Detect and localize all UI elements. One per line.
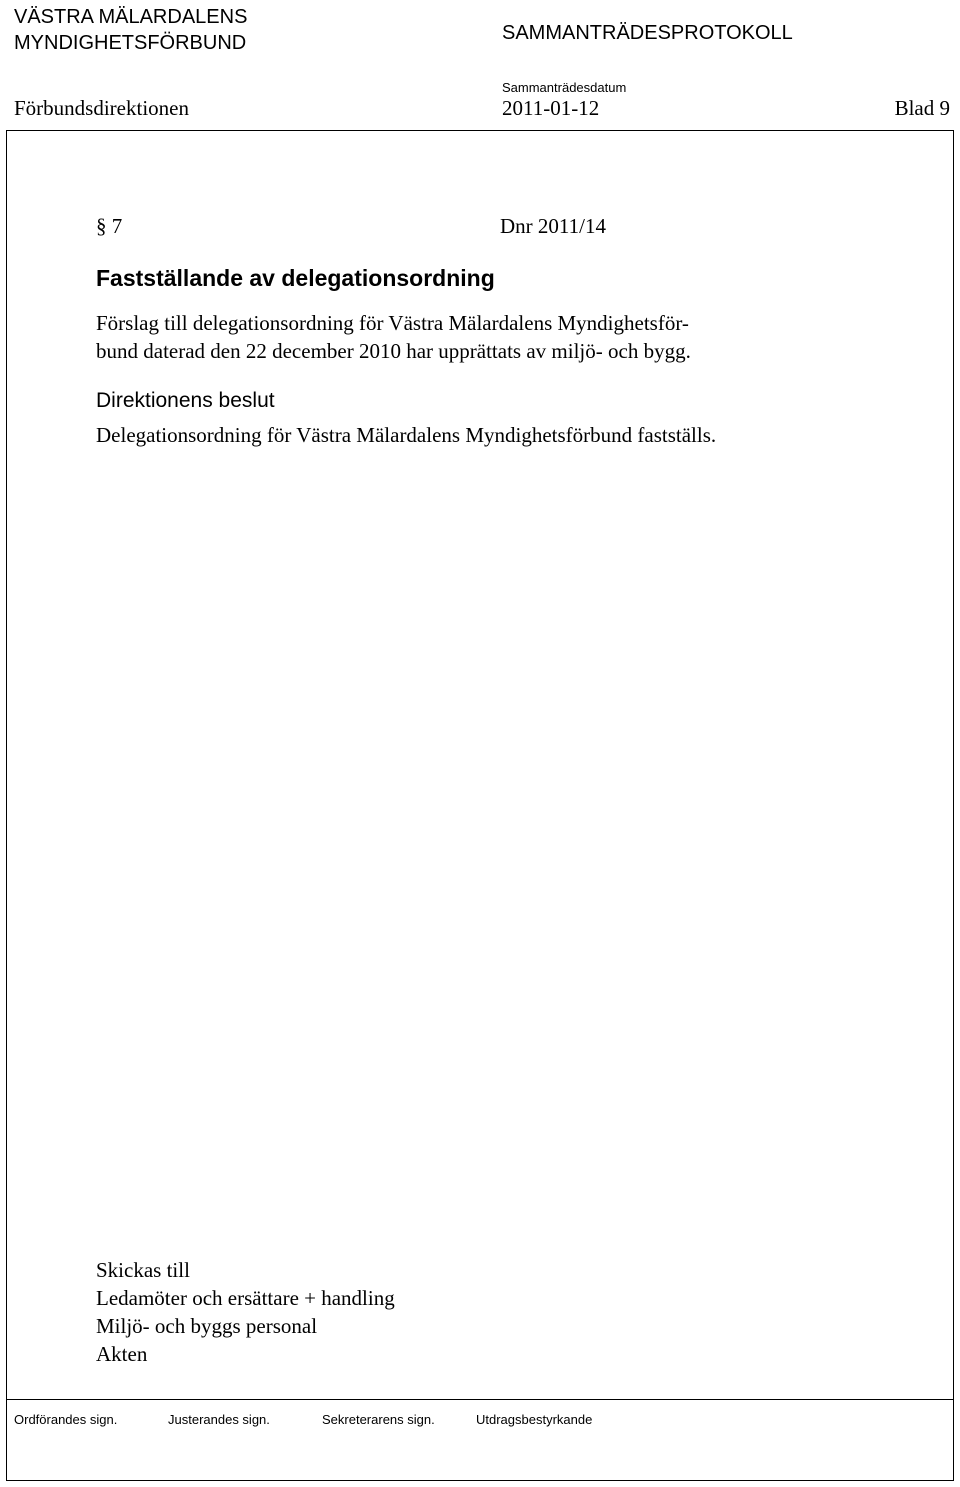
meeting-date: 2011-01-12 xyxy=(502,96,600,120)
distribution-item: Ledamöter och ersättare + handling xyxy=(96,1286,395,1310)
signature-certification: Utdragsbestyrkande xyxy=(476,1412,593,1427)
decision-text: Delegationsordning för Västra Mälardalens Myndighetsförbund fastställs. xyxy=(96,423,717,447)
section-number: § 7 xyxy=(96,214,123,238)
section-body xyxy=(96,309,691,365)
organization-name xyxy=(14,4,247,56)
section-body-line1: Förslag till delegationsordning för Västra Mälardalens Myndighetsför- xyxy=(96,311,689,335)
organization-name-line1: VÄSTRA MÄLARDALENS xyxy=(14,6,248,28)
decision-heading: Direktionens beslut xyxy=(96,389,275,412)
distribution-item: Miljö- och byggs personal xyxy=(96,1314,318,1338)
distribution-heading: Skickas till xyxy=(96,1258,190,1282)
signature-chair: Ordförandes sign. xyxy=(14,1412,118,1427)
section-body-line2: bund daterad den 22 december 2010 har upprättats av miljö- och bygg. xyxy=(96,339,691,363)
board-name: Förbundsdirektionen xyxy=(14,96,189,120)
case-number: Dnr 2011/14 xyxy=(500,214,606,238)
page-number: Blad 9 xyxy=(894,96,950,120)
distribution-item: Akten xyxy=(96,1342,148,1366)
document-type: SAMMANTRÄDESPROTOKOLL xyxy=(502,22,793,44)
meeting-date-label: Sammanträdesdatum xyxy=(502,80,627,95)
signature-adjuster: Justerandes sign. xyxy=(168,1412,270,1427)
distribution-list xyxy=(96,1256,395,1368)
organization-name-line2: MYNDIGHETSFÖRBUND xyxy=(14,32,247,54)
section-title: Fastställande av delegationsordning xyxy=(96,265,495,291)
signature-secretary: Sekreterarens sign. xyxy=(322,1412,435,1427)
